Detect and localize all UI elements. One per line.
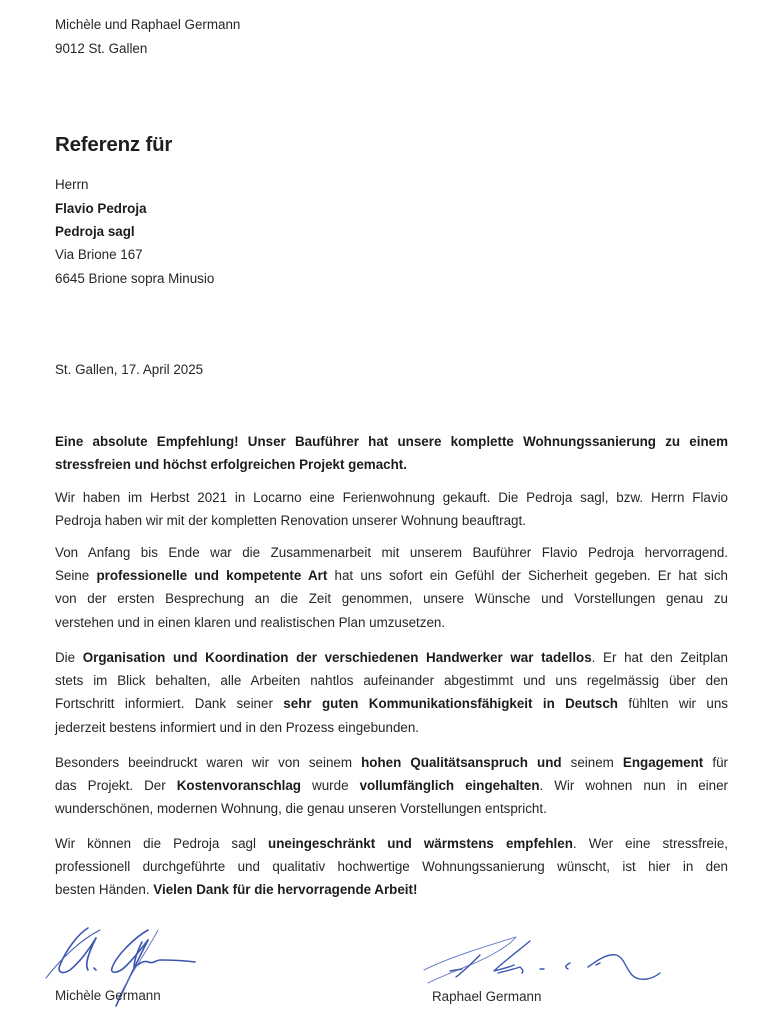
text-line	[55, 878, 728, 901]
text-line: stressfreien und höchst erfolgreichen Projekt gemacht.	[55, 457, 407, 473]
handwritten-signature-icon	[30, 920, 270, 1020]
paragraph-organisation	[55, 646, 728, 739]
recipient-company: Pedroja sagl	[55, 224, 135, 239]
text-run: fühlten wir uns	[617, 696, 728, 712]
emphasis-text: Engagement	[622, 755, 704, 770]
text-run: . Wir wohnen nun in einer	[539, 778, 729, 794]
text-line	[55, 751, 728, 774]
signature-block-michele	[30, 920, 270, 1020]
text-run: Fortschritt informiert. Dank seiner	[55, 696, 284, 712]
emphasis-text: sehr guten Kommunikationsfähigkeit in Deutsch	[283, 696, 618, 712]
text-run: . Er hat den Zeitplan	[591, 650, 728, 665]
text-line	[55, 564, 728, 587]
text-run: Seine	[55, 568, 97, 584]
emphasis-text: hohen Qualitätsanspruch und	[361, 755, 562, 770]
recipient-city: 6645 Brione sopra Minusio	[55, 271, 215, 286]
text-line: Wir haben im Herbst 2021 in Locarno eine Ferienwohnung gekauft. Die Pedroja sagl, bzw. Herrn Flavio	[55, 490, 728, 505]
sender-name: Michèle und Raphael Germann	[55, 17, 241, 32]
text-line: von der ersten Besprechung an die Zeit genommen, unsere Wünsche und Vorstellungen genau zu	[55, 591, 728, 607]
paragraph-recommendation	[55, 832, 728, 902]
text-run: besten Händen.	[55, 882, 154, 898]
text-run: . Wer eine stressfreie,	[572, 836, 729, 851]
emphasis-text: professionelle und kompetente Art	[96, 568, 328, 584]
text-line: Von Anfang bis Ende war die Zusammenarbeit mit unserem Bauführer Flavio Pedroja hervorragend.	[55, 545, 728, 560]
text-line: stets im Blick behalten, alle Arbeiten nahtlos aufeinander abgestimmt und uns regelmässig über den	[55, 673, 728, 689]
letter-heading: Referenz für	[55, 133, 173, 156]
text-run: Wir können die Pedroja sagl	[55, 836, 269, 851]
recipient-name: Flavio Pedroja	[55, 201, 147, 216]
text-run: das Projekt. Der	[55, 778, 177, 794]
recipient-salutation: Herrn	[55, 177, 89, 192]
emphasis-text: Kostenvoranschlag	[176, 778, 301, 794]
recipient-street: Via Brione 167	[55, 247, 143, 262]
text-line	[55, 774, 728, 797]
text-line	[55, 832, 728, 855]
emphasis-text: Vielen Dank für die hervorragende Arbeit!	[153, 882, 418, 898]
emphasis-text: Organisation und Koordination der verschiedenen Handwerker war tadellos	[82, 650, 592, 665]
handwritten-signature-icon	[410, 925, 730, 1020]
text-line: Eine absolute Empfehlung! Unser Bauführer hat unsere komplette Wohnungssanierung zu einem	[55, 434, 728, 449]
paragraph-collaboration	[55, 541, 728, 634]
paragraph-quality	[55, 751, 728, 821]
text-line: wunderschönen, modernen Wohnung, die genau unseren Vorstellungen entspricht.	[55, 801, 547, 817]
paragraph-purchase	[55, 486, 728, 532]
paragraph-intro	[55, 430, 728, 476]
text-line	[55, 646, 728, 669]
text-line: verstehen und in einen klaren und realistischen Plan umzusetzen.	[55, 614, 446, 630]
letter-date: St. Gallen, 17. April 2025	[55, 362, 204, 377]
emphasis-text: uneingeschränkt und wärmstens empfehlen	[268, 836, 573, 851]
text-run: Die	[55, 650, 83, 665]
text-run: Besonders beeindruckt waren wir von seinem	[55, 755, 362, 770]
text-run: hat uns sofort ein Gefühl der Sicherheit gegeben. Er hat sich	[327, 568, 728, 584]
sender-city: 9012 St. Gallen	[55, 41, 148, 56]
text-line: professionell durchgeführte und qualitativ hochwertige Wohnungssanierung wünscht, ist hier in den	[55, 859, 728, 875]
emphasis-text: vollumfänglich eingehalten	[359, 778, 540, 794]
text-run: wurde	[301, 778, 360, 794]
text-line: Pedroja haben wir mit der kompletten Renovation unserer Wohnung beauftragt.	[55, 513, 526, 529]
signature-name: Michèle Germann	[55, 988, 161, 1003]
signature-block-raphael	[410, 925, 730, 1020]
signature-name: Raphael Germann	[432, 989, 542, 1004]
text-line: jederzeit bestens informiert und in den Prozess eingebunden.	[55, 719, 420, 735]
text-line	[55, 692, 728, 715]
text-run: seinem	[561, 755, 623, 770]
text-run: für	[703, 755, 728, 770]
